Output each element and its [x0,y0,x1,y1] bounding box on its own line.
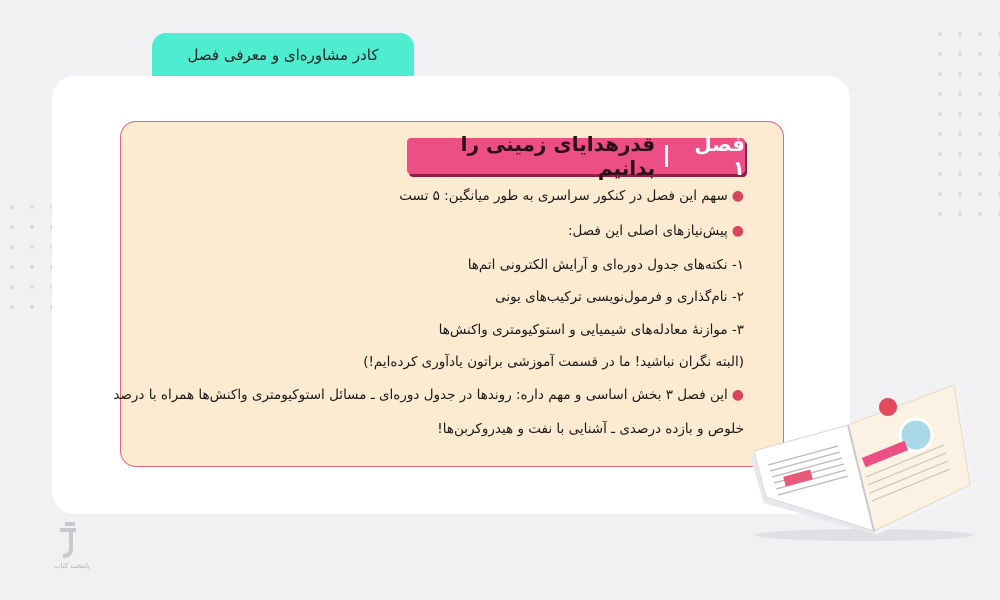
text-line-sections: ●این فصل ۳ بخش اساسی و مهم داره: روندها در جدول دوره‌ای ـ مسائل استوکیومتری واکنش‌ها همراه با درصد [113,387,744,403]
chapter-number: فصل ۱ [694,132,745,180]
text-line-prereq-2: ۲- نام‌گذاری و فرمول‌نویسی ترکیب‌های یونی [495,289,744,305]
brand-logo-text: پایتخت کتاب [54,562,90,570]
chapter-banner [407,132,745,180]
text-line-prereq-title: ●پیش‌نیازهای اصلی این فصل: [567,223,744,239]
section-tab-label: کادر مشاوره‌ای و معرفی فصل [187,46,379,64]
section-tab [152,33,414,77]
bullet-icon: ● [731,188,744,204]
bullet-icon: ● [731,223,744,239]
text-line-note: (البته نگران نباشید! ما در قسمت آموزشی براتون یادآوری کرده‌ایم!) [363,354,744,370]
open-book-illustration [744,385,980,545]
chapter-title: قدرهدایای زمینی را بدانیم [460,132,656,180]
decorative-dots-left [10,205,54,309]
decorative-dots-right [938,32,1000,216]
bullet-icon: ● [731,387,744,403]
text-line-share: ●سهم این فصل در کنکور سراسری به طور میانگین: ۵ تست [399,188,744,204]
banner-separator [665,145,668,167]
text-line-prereq-1: ۱- نکته‌های جدول دوره‌ای و آرایش الکترونی اتم‌ها [467,257,744,273]
text-line-sections-cont: خلوص و بازده درصدی ـ آشنایی با نفت و هیدروکربن‌ها! [437,421,744,437]
text-line-prereq-3: ۳- موازنهٔ معادله‌های شیمیایی و استوکیومتری واکنش‌ها [438,322,744,338]
brand-logo-icon [58,522,84,560]
